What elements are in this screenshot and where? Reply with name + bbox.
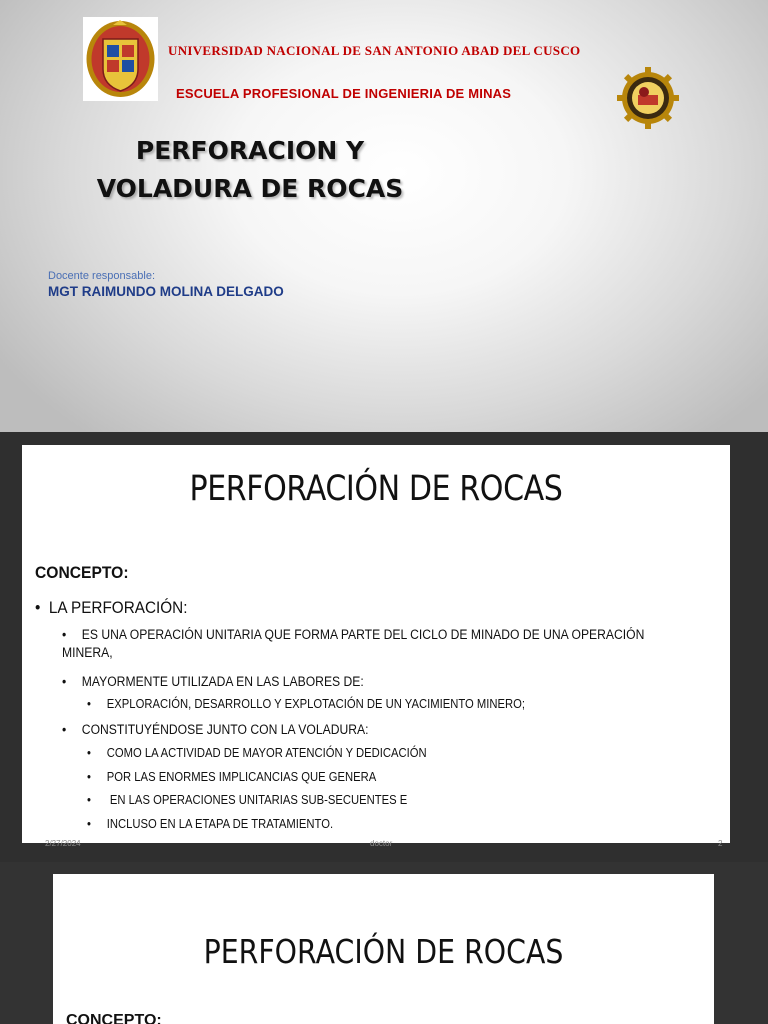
sub-bullet-2-text: MAYORMENTE UTILIZADA EN LAS LABORES DE: xyxy=(81,674,364,689)
sub-sub-bullet-3-2: • POR LAS ENORMES IMPLICANCIAS QUE GENERA xyxy=(87,770,377,784)
title-slide xyxy=(0,0,768,432)
bullet-text: LA PERFORACIÓN: xyxy=(48,598,188,617)
concept-slide-repeat xyxy=(53,874,714,1024)
sub-sub-bullet-text: EN LAS OPERACIONES UNITARIAS SUB-SECUENTES E xyxy=(106,793,408,807)
university-name: UNIVERSIDAD NACIONAL DE SAN ANTONIO ABAD DEL CUSCO xyxy=(168,43,581,58)
footer-page-number: 2 xyxy=(718,839,723,848)
university-shield-icon xyxy=(83,17,158,101)
title-line-2: VOLADURA DE ROCAS xyxy=(96,174,404,203)
bullet-perforacion: • LA PERFORACIÓN: xyxy=(35,598,188,617)
sub-sub-bullet-text: COMO LA ACTIVIDAD DE MAYOR ATENCIÓN Y DEDICACIÓN xyxy=(106,746,427,760)
concept-slide xyxy=(22,445,730,843)
school-name: ESCUELA PROFESIONAL DE INGENIERIA DE MINAS xyxy=(176,86,512,101)
sub-sub-bullet-text: POR LAS ENORMES IMPLICANCIAS QUE GENERA xyxy=(106,770,377,784)
sub-sub-bullet-3-3: • EN LAS OPERACIONES UNITARIAS SUB-SECUENTES E xyxy=(87,793,408,807)
sub-sub-bullet-text: INCLUSO EN LA ETAPA DE TRATAMIENTO. xyxy=(106,817,334,831)
mining-school-gear-icon xyxy=(616,66,680,130)
sub-bullet-1-text: ES UNA OPERACIÓN UNITARIA QUE FORMA PARTE DEL CICLO DE MINADO DE UNA OPERACIÓN MINERA, xyxy=(62,627,645,660)
title-line-1: PERFORACION Y xyxy=(135,136,365,165)
sub-bullet-3-text: CONSTITUYÉNDOSE JUNTO CON LA VOLADURA: xyxy=(81,722,369,737)
sub-sub-bullet-text: EXPLORACIÓN, DESARROLLO Y EXPLOTACIÓN DE UN YACIMIENTO MINERO; xyxy=(106,697,526,711)
sub-bullet-2: • MAYORMENTE UTILIZADA EN LAS LABORES DE: xyxy=(62,674,364,689)
sub-sub-bullet-3-4: • INCLUSO EN LA ETAPA DE TRATAMIENTO. xyxy=(87,817,334,831)
docente-name: MGT RAIMUNDO MOLINA DELGADO xyxy=(48,284,284,299)
docente-label: Docente responsable: xyxy=(48,270,156,282)
presentation-title xyxy=(85,132,415,208)
sub-sub-bullet-3-1: • COMO LA ACTIVIDAD DE MAYOR ATENCIÓN Y DEDICACIÓN xyxy=(87,746,427,760)
sub-bullet-3: • CONSTITUYÉNDOSE JUNTO CON LA VOLADURA: xyxy=(62,722,369,737)
footer-center: doctor xyxy=(370,839,393,848)
footer-date: 2/27/2024 xyxy=(45,839,81,848)
concept-heading: CONCEPTO: xyxy=(35,563,129,582)
sub-sub-bullet-2-1: • EXPLORACIÓN, DESARROLLO Y EXPLOTACIÓN DE UN YACIMIENTO MINERO; xyxy=(87,697,526,711)
slide-title: PERFORACIÓN DE ROCAS xyxy=(203,932,564,971)
slide-title: PERFORACIÓN DE ROCAS xyxy=(189,469,563,509)
sub-bullet-1: • ES UNA OPERACIÓN UNITARIA QUE FORMA PARTE DEL CICLO DE MINADO DE UNA OPERACIÓN MINERA, xyxy=(62,627,645,660)
concept-heading: CONCEPTO: xyxy=(66,1012,162,1024)
